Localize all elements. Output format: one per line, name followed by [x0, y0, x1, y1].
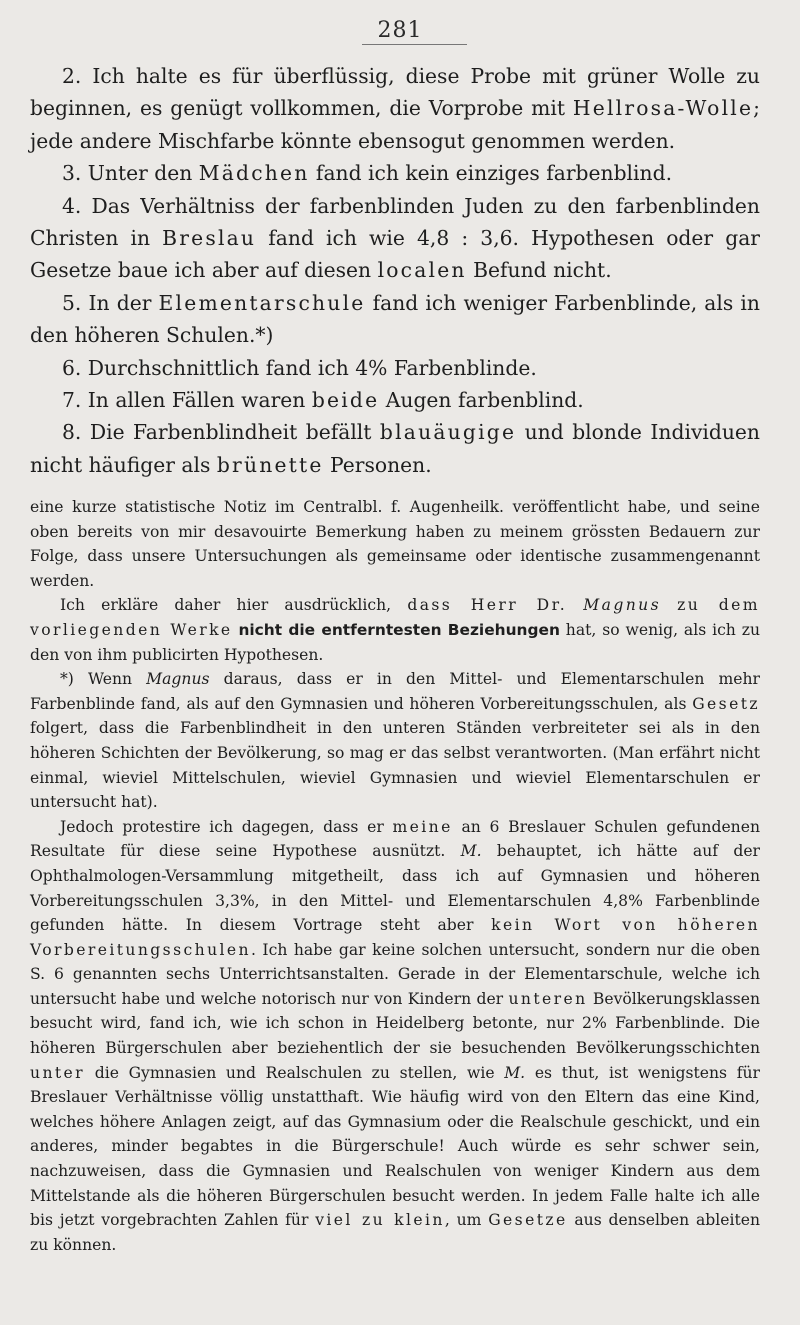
header-rule	[362, 44, 467, 45]
footnote-paragraph-2: Jedoch protestire ich dagegen, dass er meine an 6 Breslauer Schulen gefundenen Resultate für diese seine Hypothese ausnützt. M. behauptet, ich hätte auf der Ophthalmologen-Versammlung mitgetheilt, dass ich auf Gymnasien und höheren Vorbereitungsschulen 3,3%, in den Mittel- und Elementarschulen 4,8% Farbenblinde gefunden hätte. In diesem Vortrage steht aber kein Wort von höheren Vorbereitungsschulen. Ich habe gar keine solchen untersucht, sondern nur die oben S. 6 genannten sechs Unterrichtsanstalten. Gerade in der Elementarschule, welche ich untersucht habe und welche notorisch nur von Kindern der unteren Bevölkerungsklassen besucht wird, fand ich, wie ich schon in Heidelberg betonte, nur 2% Farbenblinde. Die höheren Bürgerschulen aber beziehentlich der sie besuchenden Bevölkerungsschichten unter die Gymnasien und Realschulen zu stellen, wie M. es thut, ist wenigstens für Breslauer Verhältnisse völlig unstatthaft. Wie häufig wird von den Eltern das eine Kind, welches höhere Anlagen zeigt, auf das Gymnasium oder die Realschule geschickt, und ein anderes, minder begabtes in die Bürgerschule! Auch würde es sehr schwer sein, nachzuweisen, dass die Gymnasien und Realschulen von weniger Kindern aus dem Mittelstande als die höheren Bürgerschulen besucht werden. In jedem Falle halte ich alle bis jetzt vorgebrachten Zahlen für viel zu klein, um Gesetze aus denselben ableiten zu können.	[30, 817, 760, 1254]
finding-8: 8. Die Farbenblindheit befällt blauäugige und blonde Individuen nicht häufiger als brünette Personen.	[30, 420, 760, 477]
finding-4: 4. Das Verhältniss der farbenblinden Juden zu den farbenblinden Christen in Breslau fand ich wie 4,8 : 3,6. Hypothesen oder gar Gesetze baue ich aber auf diesen localen Befund nicht.	[30, 193, 760, 283]
continued-paragraph: eine kurze statistische Notiz im Centralbl. f. Augenheilk. veröffentlicht habe, und seine oben bereits von mir desavouirte Bemerkung haben zu meinem grössten Bedauern zur Folge, dass unsere Untersuchungen als gemeinsame oder identische zusammengenannt werden.	[30, 498, 760, 590]
finding-3: 3. Unter den Mädchen fand ich kein einziges farbenblind.	[62, 161, 673, 186]
footnote-block	[30, 495, 760, 1257]
finding-7: 7. In allen Fällen waren beide Augen farbenblind.	[62, 388, 584, 413]
declaration-paragraph: Ich erkläre daher hier ausdrücklich, dass Herr Dr. Magnus zu dem vorliegenden Werke nicht die entferntesten Beziehungen hat, so wenig, als ich zu den von ihm publicirten Hypothesen.	[30, 596, 760, 664]
footnote-paragraph-1: *) Wenn Magnus daraus, dass er in den Mittel- und Elementarschulen mehr Farbenblinde fand, als auf den Gymnasien und höheren Vorbereitungsschulen, als Gesetz folgert, dass die Farbenblindheit in den unteren Ständen verbreiteter sei als in den höheren Schichten der Bevölkerung, so mag er das selbst verantworten. (Man erfährt nicht einmal, wieviel Mittelschulen, wieviel Gymnasien und wieviel Elementarschulen er untersucht hat).	[30, 670, 760, 812]
finding-5: 5. In der Elementarschule fand ich weniger Farbenblinde, als in den höheren Schulen.*)	[30, 290, 760, 348]
findings-list	[30, 60, 760, 481]
finding-6: 6. Durchschnittlich fand ich 4% Farbenblinde.	[62, 355, 537, 380]
page-number: 281	[377, 18, 423, 43]
finding-2: 2. Ich halte es für überflüssig, diese Probe mit grüner Wolle zu beginnen, es genügt vollkommen, die Vorprobe mit Hellrosa-Wolle; jede andere Mischfarbe könnte ebensogut genommen werden.	[30, 64, 760, 153]
